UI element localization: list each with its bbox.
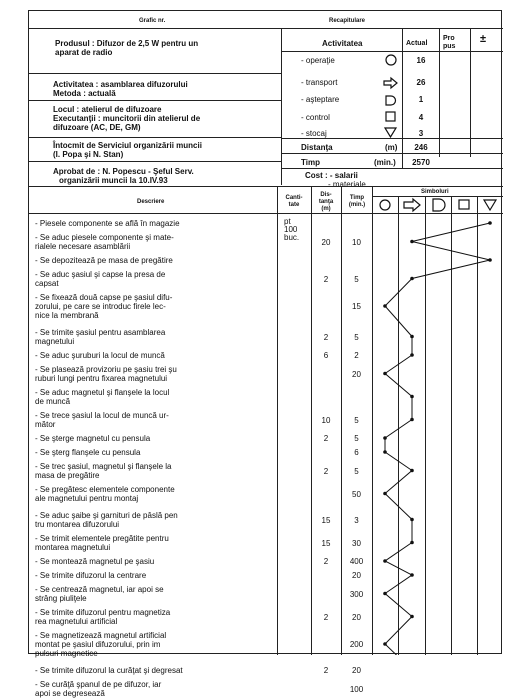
row-description: - Se aduc magnetul şi flanşele la locul: [35, 388, 170, 397]
flow-point: [410, 353, 414, 357]
locul-line2: Executanţii : muncitorii din atelierul de: [53, 114, 201, 123]
row-quantity: pt: [284, 217, 291, 226]
row-description: masa de pregătire: [35, 471, 100, 480]
flow-point: [410, 541, 414, 545]
row-distance: 2: [323, 612, 329, 622]
cost-line1: Cost : - salarii: [305, 171, 358, 180]
row-description: - Se pregătesc elementele componente: [35, 485, 175, 494]
row-quantity: 100: [284, 225, 298, 234]
row-description: tru montarea difuzorului: [35, 520, 120, 529]
row-distance: 2: [323, 332, 329, 342]
row-description: - Se magnetizează magnetul artificial: [35, 631, 167, 640]
flow-point: [410, 240, 414, 244]
produs-line2: aparat de radio: [55, 48, 113, 57]
propus-col-2: pus: [443, 43, 456, 50]
flow-point: [383, 304, 387, 308]
operatie-symbol-icon: [386, 55, 396, 65]
row-time: 5: [354, 274, 359, 284]
col-transport-icon: [404, 199, 420, 211]
row-time: 300: [349, 589, 364, 599]
asteptare-value: 1: [418, 95, 424, 104]
header-right: Recapitulare: [329, 18, 366, 24]
row-description: zorului, pe care se introduc firele lec-: [35, 302, 166, 311]
produs-line1: Produsul : Difuzor de 2,5 W pentru un: [55, 39, 199, 48]
flow-point: [383, 592, 387, 596]
locul-line1: Locul : atelierul de difuzoare: [53, 105, 162, 114]
row-description: - Se fixează două capse pe şasiul difu-: [35, 293, 173, 302]
col-simboluri: Simboluri: [421, 189, 449, 195]
row-description: ale magnetului pentru montaj: [35, 494, 139, 503]
row-description: - Se trimit elementele pregătite pentru: [35, 534, 169, 543]
distanta-label: Distanţa: [301, 143, 333, 152]
asteptare-label: - aşteptare: [301, 95, 340, 104]
transport-arrow-icon: [384, 78, 397, 88]
row-description: - Se plasează provizoriu pe şasiu trei şu: [35, 365, 177, 374]
row-description: - Se şterge magnetul cu pensula: [35, 434, 151, 443]
row-time: 5: [354, 415, 359, 425]
flow-point: [383, 450, 387, 454]
row-description: nice la membrană: [35, 311, 99, 320]
operatii-value: 16: [416, 56, 426, 65]
col-stocaj-icon: [484, 200, 496, 210]
stocaj-label: - stocaj: [301, 129, 327, 138]
operatii-label: - operaţie: [301, 56, 335, 65]
col-distanta-3: (m): [321, 206, 331, 212]
row-time: 100: [349, 684, 364, 694]
row-description: montat pe şasiul difuzorului, prin im: [35, 640, 161, 649]
row-description: - Se trimite difuzorul la centrare: [35, 571, 147, 580]
row-description: strâng piuliţele: [35, 594, 87, 603]
activitatea-col: Activitatea: [322, 39, 363, 48]
row-description: capsat: [35, 279, 59, 288]
actual-col: Actual: [406, 40, 428, 47]
row-description: - Se centrează magnetul, iar apoi se: [35, 585, 164, 594]
col-cantitate-2: tate: [288, 202, 300, 208]
flow-point: [383, 436, 387, 440]
control-label: - control: [301, 113, 330, 122]
row-time: 20: [352, 571, 361, 580]
stocaj-value: 3: [418, 129, 424, 138]
col-operatie-icon: [380, 200, 390, 210]
flow-point: [410, 335, 414, 339]
flow-point: [383, 642, 387, 646]
col-control-icon: [459, 200, 469, 209]
row-description: de muncă: [35, 397, 71, 406]
distanta-unit: (m): [385, 143, 398, 152]
row-description: - Se aduc şuruburi la locul de muncă: [35, 351, 165, 360]
flow-point: [383, 492, 387, 496]
flow-point: [410, 469, 414, 473]
row-distance: 6: [323, 351, 329, 360]
col-timp-2: (min.): [348, 202, 366, 208]
activitatea-line2: Metoda : actuală: [53, 89, 116, 98]
row-description: - Se montează magnetul pe şasiu: [35, 557, 155, 566]
row-distance: 2: [323, 666, 329, 675]
col-distanta-2: tanţa: [318, 199, 334, 205]
row-time: 20: [352, 666, 361, 675]
row-description: - Se şterg flanşele cu pensula: [35, 448, 141, 457]
flow-point: [410, 615, 414, 619]
flow-point: [488, 221, 492, 225]
row-description: apoi se degresează: [35, 689, 105, 698]
row-time: 3: [354, 515, 359, 525]
transport-value: 26: [416, 78, 426, 87]
timp-value: 2570: [412, 158, 430, 167]
row-description: - Se aduc şaibe şi garnituri de pâslă pen: [35, 511, 178, 520]
flow-point: [383, 372, 387, 376]
row-time: 400: [349, 557, 364, 566]
row-time: 6: [354, 448, 359, 457]
flow-point: [410, 518, 414, 522]
col-descriere: Descriere: [137, 199, 165, 205]
distanta-value: 246: [414, 143, 428, 152]
propus-col-1: Pro: [443, 35, 455, 42]
row-time: 200: [349, 640, 364, 649]
row-description: - Se aduc şasiul şi capse la presa de: [35, 270, 166, 279]
transport-label: - transport: [301, 78, 338, 87]
row-distance: 15: [321, 538, 331, 548]
row-time: 15: [352, 302, 361, 311]
row-description: montarea magnetului: [35, 543, 111, 552]
row-description: magnetului: [35, 337, 75, 346]
stocaj-triangle-icon: [385, 128, 396, 137]
plusminus-col: ±: [480, 33, 487, 45]
row-description: - Se curăţă şpanul de pe difuzor, iar: [35, 680, 162, 689]
row-distance: 2: [323, 466, 329, 476]
row-description: pulsuri magnetice: [35, 649, 98, 658]
row-distance: 2: [323, 434, 329, 443]
activitatea-line1: Activitatea : asamblarea difuzorului: [53, 80, 188, 89]
row-time: 20: [352, 612, 361, 622]
control-value: 4: [418, 113, 424, 122]
row-time: 30: [352, 538, 361, 548]
intocmit-line2: (I. Popa şi N. Stan): [53, 150, 124, 159]
row-description: - Piesele componente se află în magazie: [35, 219, 180, 228]
row-description: rea magnetului artificial: [35, 617, 118, 626]
row-description: - Se trece şasiul la locul de muncă ur-: [35, 411, 169, 420]
row-distance: 15: [321, 515, 331, 525]
row-description: - Se trimite difuzorul pentru magnetiza: [35, 608, 171, 617]
row-time: 50: [352, 489, 361, 499]
row-distance: 10: [321, 415, 331, 425]
locul-line3: difuzoare (AC, DE, GM): [53, 123, 141, 132]
header-left: Grafic nr.: [139, 18, 166, 24]
flow-point: [410, 395, 414, 399]
col-cantitate-1: Canti-: [285, 195, 303, 201]
row-time: 5: [354, 434, 359, 443]
process-sheet: [28, 10, 502, 698]
row-description: - Se trimite difuzorul la curăţat şi degresat: [35, 666, 183, 675]
flow-point: [383, 559, 387, 563]
row-description: mător: [35, 420, 56, 429]
row-description: rialele necesare asamblării: [35, 242, 131, 251]
flow-point: [410, 573, 414, 577]
col-timp-1: Timp: [349, 195, 365, 201]
flow-polyline: [385, 223, 490, 655]
row-time: 20: [352, 369, 361, 379]
row-distance: 2: [323, 557, 329, 566]
aprobat-line2: organizării muncii la 10.IV.93: [59, 176, 168, 185]
intocmit-line1: Întocmit de Serviciul organizării muncii: [53, 141, 202, 150]
row-time: 2: [354, 351, 359, 360]
row-distance: 2: [323, 274, 329, 284]
timp-label: Timp: [301, 158, 320, 167]
cost-line2: - materiale: [328, 180, 366, 189]
aprobat-line1: Aprobat de : N. Popescu - Şeful Serv.: [53, 167, 194, 176]
row-distance: 20: [321, 237, 331, 247]
row-quantity: buc.: [284, 233, 300, 242]
col-asteptare-icon: [433, 199, 445, 211]
timp-unit: (min.): [374, 158, 396, 167]
row-time: 10: [352, 237, 361, 247]
row-description: - Se aduc piesele componente şi mate-: [35, 233, 174, 242]
asteptare-d-icon: [386, 96, 396, 105]
control-square-icon: [386, 112, 395, 121]
col-distanta-1: Dis-: [320, 192, 332, 198]
row-time: 5: [354, 466, 359, 476]
row-time: 5: [354, 332, 359, 342]
row-description: - Se trimite şasiul pentru asamblarea: [35, 328, 166, 337]
flow-point: [410, 418, 414, 422]
row-description: - Se trec şasiul, magnetul şi flanşele la: [35, 462, 172, 471]
row-description: - Se depozitează pe masa de pregătire: [35, 256, 173, 265]
row-description: ruburi lungi pentru fixarea magnetului: [35, 374, 168, 383]
flow-point: [488, 258, 492, 262]
flow-point: [410, 277, 414, 281]
